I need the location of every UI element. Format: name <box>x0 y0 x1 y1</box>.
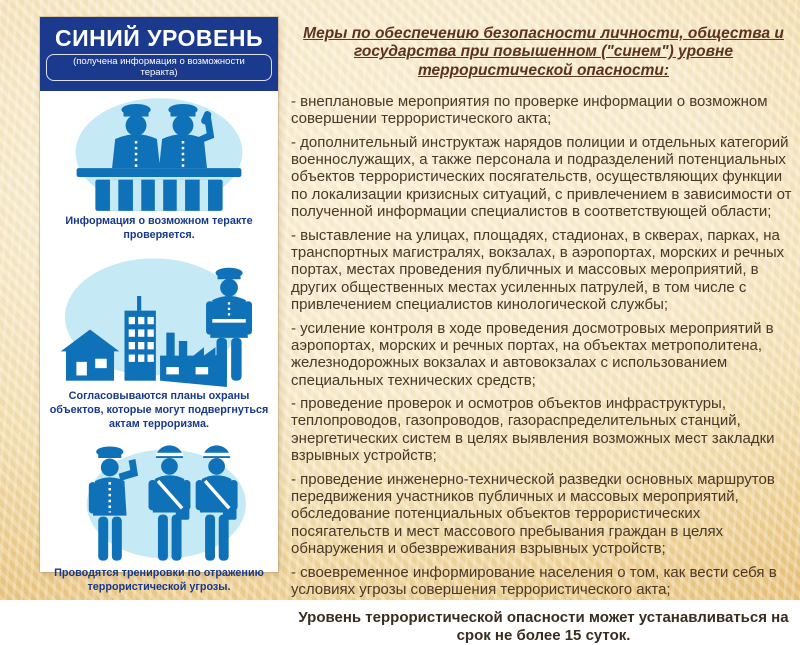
measure-item: - своевременное информирование населения о том, как вести себя в условиях угрозы совершения террористического акта; <box>291 563 777 598</box>
measure-item: - дополнительный инструктаж нарядов полиции и отдельных категорий военнослужащих, а также персонала и подразделений потенциальных объектов террористических посягательств, осуществляющих функции по локализации кризисных ситуаций, с привлечением в зависимости от полученной информации специалистов в соответствующей области; <box>291 133 792 221</box>
poster-section-training <box>40 438 278 601</box>
measure-item: - проведение инженерно-технической разведки основных маршрутов передвижения участников публичных и массовых мероприятий, обследование потенциальных объектов террористических посягательств и мест массового пребывания граждан в целях обнаружения и обезвреживания взрывных устройств; <box>291 470 775 558</box>
duration-note: Уровень террористической опасности может устанавливаться на срок не более 15 суток. <box>298 609 789 645</box>
poster-caption-object-protection: Согласовываются планы охраны объектов, которые могут подвергнуться актам терроризма. <box>49 390 269 431</box>
poster-caption-training: Проводятся тренировки по отражению террористической угрозы. <box>54 567 264 594</box>
measure-item: - проведение проверок и осмотров объектов инфраструктуры, теплопроводов, газопроводов, газораспределительных станций, энергетических систем в целях выявления возможных мест закладки взрывных устройств; <box>291 395 775 465</box>
anti-terror-training-squad-icon <box>46 439 272 565</box>
measures-title: Меры по обеспечению безопасности личности, общества и государства при повышенном ("синем") уровне террористической опасности: <box>303 25 784 79</box>
poster-section-info-check <box>40 91 278 249</box>
blue-threat-level-poster <box>40 17 278 594</box>
poster-section-object-protection <box>40 249 278 438</box>
poster-title: СИНИЙ УРОВЕНЬ <box>54 25 264 51</box>
officer-guarding-buildings-icon <box>46 250 272 388</box>
measure-item: - внеплановые мероприятия по проверке информации о возможном совершении террористического акта; <box>291 92 768 128</box>
police-officers-at-desk-icon <box>46 92 272 213</box>
measure-item: - выставление на улицах, площадях, стадионах, в скверах, парках, на транспортных магистралях, вокзалах, в аэропортах, морских и речных портах, местах проведения публичных и массовых мероприятий, в других общественных местах усиленных патрулей, в том числе с привлечением специалистов кинологической службы; <box>291 226 785 314</box>
poster-header <box>40 17 278 91</box>
poster-caption-info-check: Информация о возможном теракте проверяется. <box>65 215 253 242</box>
measure-item: - усиление контроля в ходе проведения досмотровых мероприятий в аэропортах, морских и речных портах, на объектах метрополитена, железнодорожных вокзалах и автовокзалах с использованием специальных технических средств; <box>291 319 774 389</box>
poster-subtitle: (получена информация о возможности теракта) <box>46 54 272 81</box>
measures-text-column <box>291 25 796 645</box>
